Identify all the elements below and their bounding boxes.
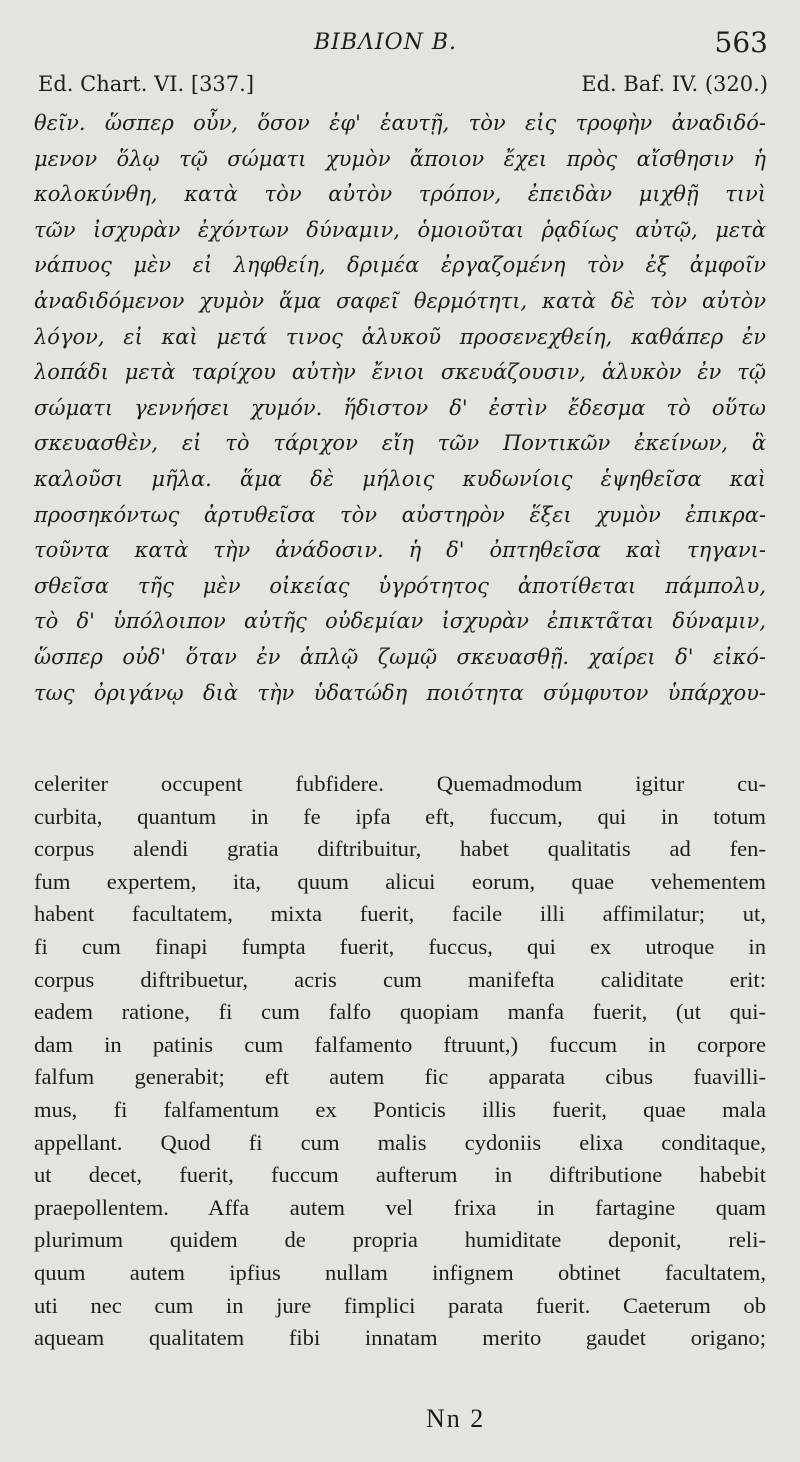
gathering-signature: Nn 2	[426, 1404, 486, 1433]
greek-line: τῶν ἰσχυρὰν ἐχόντων δύναμιν, ὁμοιοῦται ῥᾳδίως αὐτῷ, μετὰ	[34, 217, 766, 242]
latin-line: falfum generabit; eft autem fic apparata cibus fuavilli-	[34, 1064, 766, 1090]
latin-line: uti nec cum in jure fimplici parata fuerit. Caeterum ob	[34, 1292, 766, 1318]
latin-line: habent facultatem, mixta fuerit, facile illi affimilatur; ut,	[34, 901, 766, 927]
latin-line: praepollentem. Affa autem vel frixa in fartagine quam	[34, 1194, 766, 1220]
greek-line: καλοῦσι μῆλα. ἅμα δὲ μήλοις κυδωνίοις ἑψηθεῖσα καὶ	[34, 466, 766, 491]
greek-line: λόγον, εἰ καὶ μετά τινος ἁλυκοῦ προσενεχθείη, καθάπερ ἐν	[34, 324, 766, 349]
greek-text-block	[34, 106, 766, 711]
greek-line: προσηκόντως ἀρτυθεῖσα τὸν αὐστηρὸν ἕξει χυμὸν ἐπικρα-	[34, 502, 766, 527]
latin-line: quum autem ipfius nullam infignem obtinet facultatem,	[34, 1259, 766, 1285]
edition-chartier-reference: Ed. Chart. VI. [337.]	[38, 72, 255, 96]
edition-basel-reference: Ed. Baf. IV. (320.)	[581, 72, 768, 96]
latin-line: appellant. Quod fi cum malis cydoniis elixa conditaque,	[34, 1129, 766, 1155]
greek-line: σκευασθὲν, εἰ τὸ τάριχον εἴη τῶν Ποντικῶν ἐκείνων, ἃ	[34, 431, 766, 456]
latin-line: mus, fi falfamentum ex Ponticis illis fuerit, quae mala	[34, 1096, 766, 1122]
edition-reference-line	[38, 72, 768, 104]
latin-line: corpus diftribuetur, acris cum manifefta caliditate erit:	[34, 966, 766, 992]
latin-line: eadem ratione, fi cum falfo quopiam manfa fuerit, (ut qui-	[34, 999, 766, 1025]
greek-line: σώματι γεννήσει χυμόν. ἥδιστον δ' ἐστὶν ἔδεσμα τὸ οὕτω	[34, 395, 766, 420]
greek-line: μενον ὅλῳ τῷ σώματι χυμὸν ἄποιον ἔχει πρὸς αἴσθησιν ἡ	[34, 146, 766, 171]
latin-line: aqueam qualitatem fibi innatam merito gaudet origano;	[34, 1325, 766, 1351]
latin-line: ut decet, fuerit, fuccum aufterum in diftributione habebit	[34, 1162, 766, 1188]
latin-line: dam in patinis cum falfamento ftruunt,) fuccum in corpore	[34, 1031, 766, 1057]
greek-line: νάπυος μὲν εἰ ληφθείη, δριμέα ἐργαζομένη τὸν ἐξ ἀμφοῖν	[34, 253, 766, 278]
greek-line: λοπάδι μετὰ ταρίχου αὐτὴν ἔνιοι σκευάζουσιν, ἁλυκὸν ἐν τῷ	[34, 360, 766, 385]
running-head	[0, 26, 800, 66]
latin-line: curbita, quantum in fe ipfa eft, fuccum, qui in totum	[34, 803, 766, 829]
running-title: ΒΙΒΛΙΟΝ Β.	[314, 30, 458, 55]
greek-line: τως ὀριγάνῳ διὰ τὴν ὑδατώδη ποιότητα σύμφυτον ὑπάρχου-	[34, 680, 766, 705]
latin-line: corpus alendi gratia diftribuitur, habet qualitatis ad fen-	[34, 836, 766, 862]
latin-line: celeriter occupent fubfidere. Quemadmodum igitur cu-	[34, 771, 766, 796]
latin-line: fum expertem, ita, quum alicui eorum, quae vehementem	[34, 868, 766, 894]
greek-line: τοῦντα κατὰ τὴν ἀνάδοσιν. ἡ δ' ὀπτηθεῖσα καὶ τηγανι-	[34, 538, 766, 563]
greek-line: ἀναδιδόμενον χυμὸν ἅμα σαφεῖ θερμότητι, κατὰ δὲ τὸν αὐτὸν	[34, 288, 766, 313]
greek-line: τὸ δ' ὑπόλοιπον αὐτῆς οὐδεμίαν ἰσχυρὰν ἐπικτᾶται δύναμιν,	[34, 609, 766, 634]
latin-line: plurimum quidem de propria humiditate deponit, reli-	[34, 1227, 766, 1253]
latin-line: fi cum finapi fumpta fuerit, fuccus, qui ex utroque in	[34, 933, 766, 959]
latin-text-block	[34, 768, 766, 1355]
page-number: 563	[714, 26, 768, 59]
greek-line: ὥσπερ οὐδ' ὅταν ἐν ἁπλῷ ζωμῷ σκευασθῇ. χαίρει δ' εἰκό-	[34, 644, 766, 669]
greek-line: θεῖν. ὥσπερ οὖν, ὅσον ἐφ' ἑαυτῇ, τὸν εἰς τροφὴν ἀναδιδό-	[34, 111, 766, 135]
greek-line: σθεῖσα τῆς μὲν οἰκείας ὑγρότητος ἀποτίθεται πάμπολυ,	[34, 573, 766, 598]
greek-line: κολοκύνθη, κατὰ τὸν αὐτὸν τρόπον, ἐπειδὰν μιχθῇ τινὶ	[34, 182, 766, 207]
